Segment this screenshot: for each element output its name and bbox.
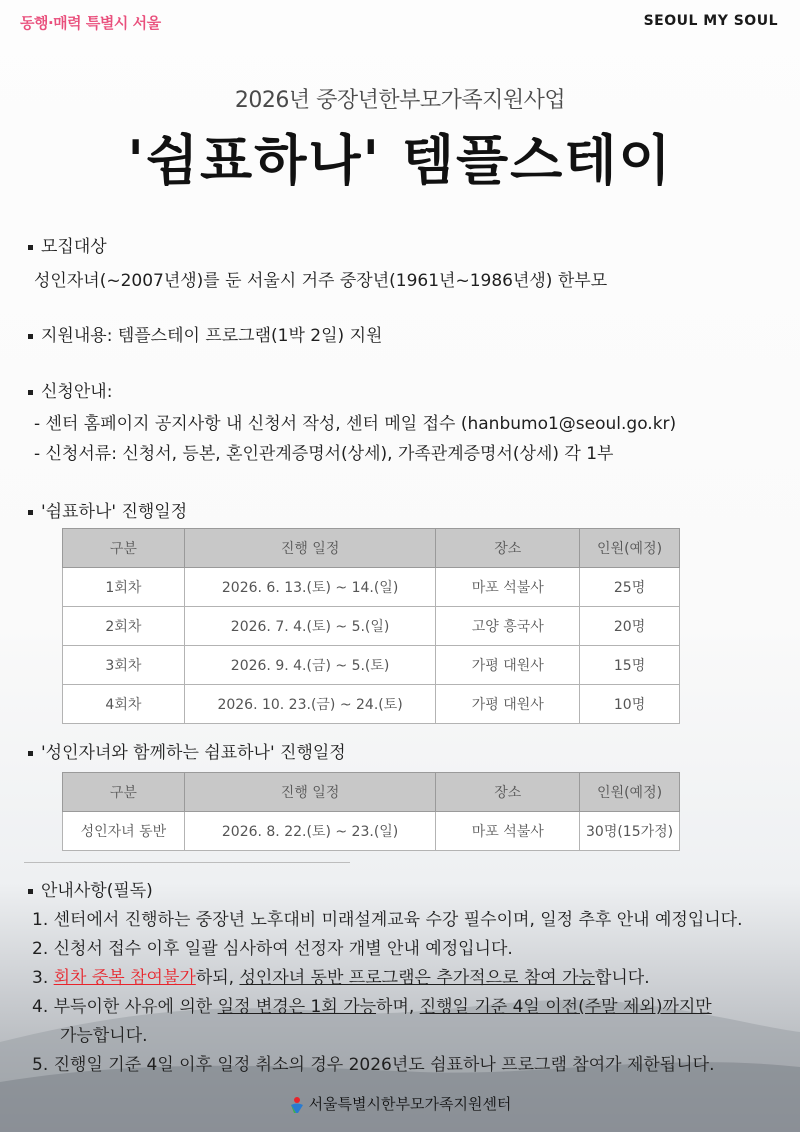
recruit-text: 성인자녀(~2007년생)를 둔 서울시 거주 중장년(1961년~1986년생) 한부모 bbox=[34, 271, 608, 291]
header-category: 구분 bbox=[63, 773, 185, 812]
center-logo-icon bbox=[289, 1096, 305, 1114]
apply-line-1: - 센터 홈페이지 공지사항 내 신청서 작성, 센터 메일 접수 (hanbumo1@seoul.go.kr) bbox=[34, 414, 677, 434]
cell-category: 2회차 bbox=[63, 607, 185, 646]
bullet-square-icon bbox=[28, 510, 33, 515]
page-subtitle: 2026년 중장년한부모가족지원사업 bbox=[234, 88, 566, 113]
cell-category: 4회차 bbox=[63, 685, 185, 724]
cell-schedule: 2026. 6. 13.(토) ~ 14.(일) bbox=[184, 568, 436, 607]
cell-location: 마포 석불사 bbox=[436, 812, 580, 851]
cell-capacity: 10명 bbox=[580, 685, 680, 724]
cell-capacity: 15명 bbox=[580, 646, 680, 685]
schedule2-heading: '성인자녀와 함께하는 쉼표하나' 진행일정 bbox=[28, 738, 346, 763]
apply-heading: 신청안내: bbox=[28, 377, 112, 402]
header-capacity: 인원(예정) bbox=[580, 773, 680, 812]
bullet-square-icon bbox=[28, 334, 33, 339]
schedule2-table bbox=[62, 772, 680, 851]
cell-schedule: 2026. 10. 23.(금) ~ 24.(토) bbox=[184, 685, 436, 724]
bullet-square-icon bbox=[28, 390, 33, 395]
duplicate-not-allowed-text: 회차 중복 참여불가 bbox=[53, 968, 196, 988]
page-title: '쉼표하나' 템플스테이 bbox=[127, 129, 673, 192]
deadline-text: 진행일 기준 4일 이전(주말 제외)까지만 bbox=[419, 997, 712, 1017]
bullet-square-icon bbox=[28, 245, 33, 250]
cell-capacity: 25명 bbox=[580, 568, 680, 607]
header-schedule: 진행 일정 bbox=[184, 773, 436, 812]
cell-location: 고양 흥국사 bbox=[436, 607, 580, 646]
table-row bbox=[63, 646, 680, 685]
header-category: 구분 bbox=[63, 529, 185, 568]
schedule-change-text: 일정 변경은 1회 가능 bbox=[217, 997, 377, 1017]
bullet-square-icon bbox=[28, 751, 33, 756]
notice-item-5: 5. 진행일 기준 4일 이후 일정 취소의 경우 2026년도 쉼표하나 프로그램 참여가 제한됩니다. bbox=[32, 1055, 715, 1075]
header-location: 장소 bbox=[436, 773, 580, 812]
cell-schedule: 2026. 8. 22.(토) ~ 23.(일) bbox=[184, 812, 436, 851]
cell-location: 마포 석불사 bbox=[436, 568, 580, 607]
cell-category: 1회차 bbox=[63, 568, 185, 607]
section-divider bbox=[24, 862, 350, 863]
table-header-row bbox=[63, 773, 680, 812]
apply-line-2: - 신청서류: 신청서, 등본, 혼인관계증명서(상세), 가족관계증명서(상세) 각 1부 bbox=[34, 444, 614, 464]
cell-category: 성인자녀 동반 bbox=[63, 812, 185, 851]
bullet-square-icon bbox=[28, 889, 33, 894]
notice-item-2: 2. 신청서 접수 이후 일괄 심사하여 선정자 개별 안내 예정입니다. bbox=[32, 939, 513, 959]
table-row bbox=[63, 685, 680, 724]
cell-schedule: 2026. 9. 4.(금) ~ 5.(토) bbox=[184, 646, 436, 685]
seoul-slogan-logo: 동행·매력 특별시 서울 bbox=[20, 14, 161, 32]
header-location: 장소 bbox=[436, 529, 580, 568]
table-row bbox=[63, 568, 680, 607]
support-text: 지원내용: 템플스테이 프로그램(1박 2일) 지원 bbox=[28, 321, 382, 346]
table-header-row bbox=[63, 529, 680, 568]
header-capacity: 인원(예정) bbox=[580, 529, 680, 568]
schedule1-heading: '쉼표하나' 진행일정 bbox=[28, 497, 187, 522]
schedule1-table bbox=[62, 528, 680, 724]
header-schedule: 진행 일정 bbox=[184, 529, 436, 568]
seoul-my-soul-logo: SEOUL MY SOUL bbox=[643, 13, 778, 29]
cell-capacity: 30명(15가정) bbox=[580, 812, 680, 851]
table-row bbox=[63, 607, 680, 646]
companion-program-text: 성인자녀 동반 프로그램은 추가적으로 참여 가능 bbox=[239, 968, 595, 988]
cell-location: 가평 대원사 bbox=[436, 685, 580, 724]
notice-item-4-cont: 가능합니다. bbox=[60, 1026, 148, 1046]
notice-item-4: 4. 부득이한 사유에 의한 일정 변경은 1회 가능하며, 진행일 기준 4일 이전(주말 제외)까지만 bbox=[32, 997, 712, 1017]
cell-category: 3회차 bbox=[63, 646, 185, 685]
recruit-heading: 모집대상 bbox=[28, 232, 107, 257]
notice-heading: 안내사항(필독) bbox=[28, 876, 153, 901]
footer-center-name: 서울특별시한부모가족지원센터 bbox=[0, 1093, 800, 1114]
notice-item-1: 1. 센터에서 진행하는 중장년 노후대비 미래설계교육 수강 필수이며, 일정 추후 안내 예정입니다. bbox=[32, 910, 743, 930]
cell-location: 가평 대원사 bbox=[436, 646, 580, 685]
cell-capacity: 20명 bbox=[580, 607, 680, 646]
notice-item-3: 3. 회차 중복 참여불가하되, 성인자녀 동반 프로그램은 추가적으로 참여 가능합니다. bbox=[32, 968, 650, 988]
table-row bbox=[63, 812, 680, 851]
cell-schedule: 2026. 7. 4.(토) ~ 5.(일) bbox=[184, 607, 436, 646]
